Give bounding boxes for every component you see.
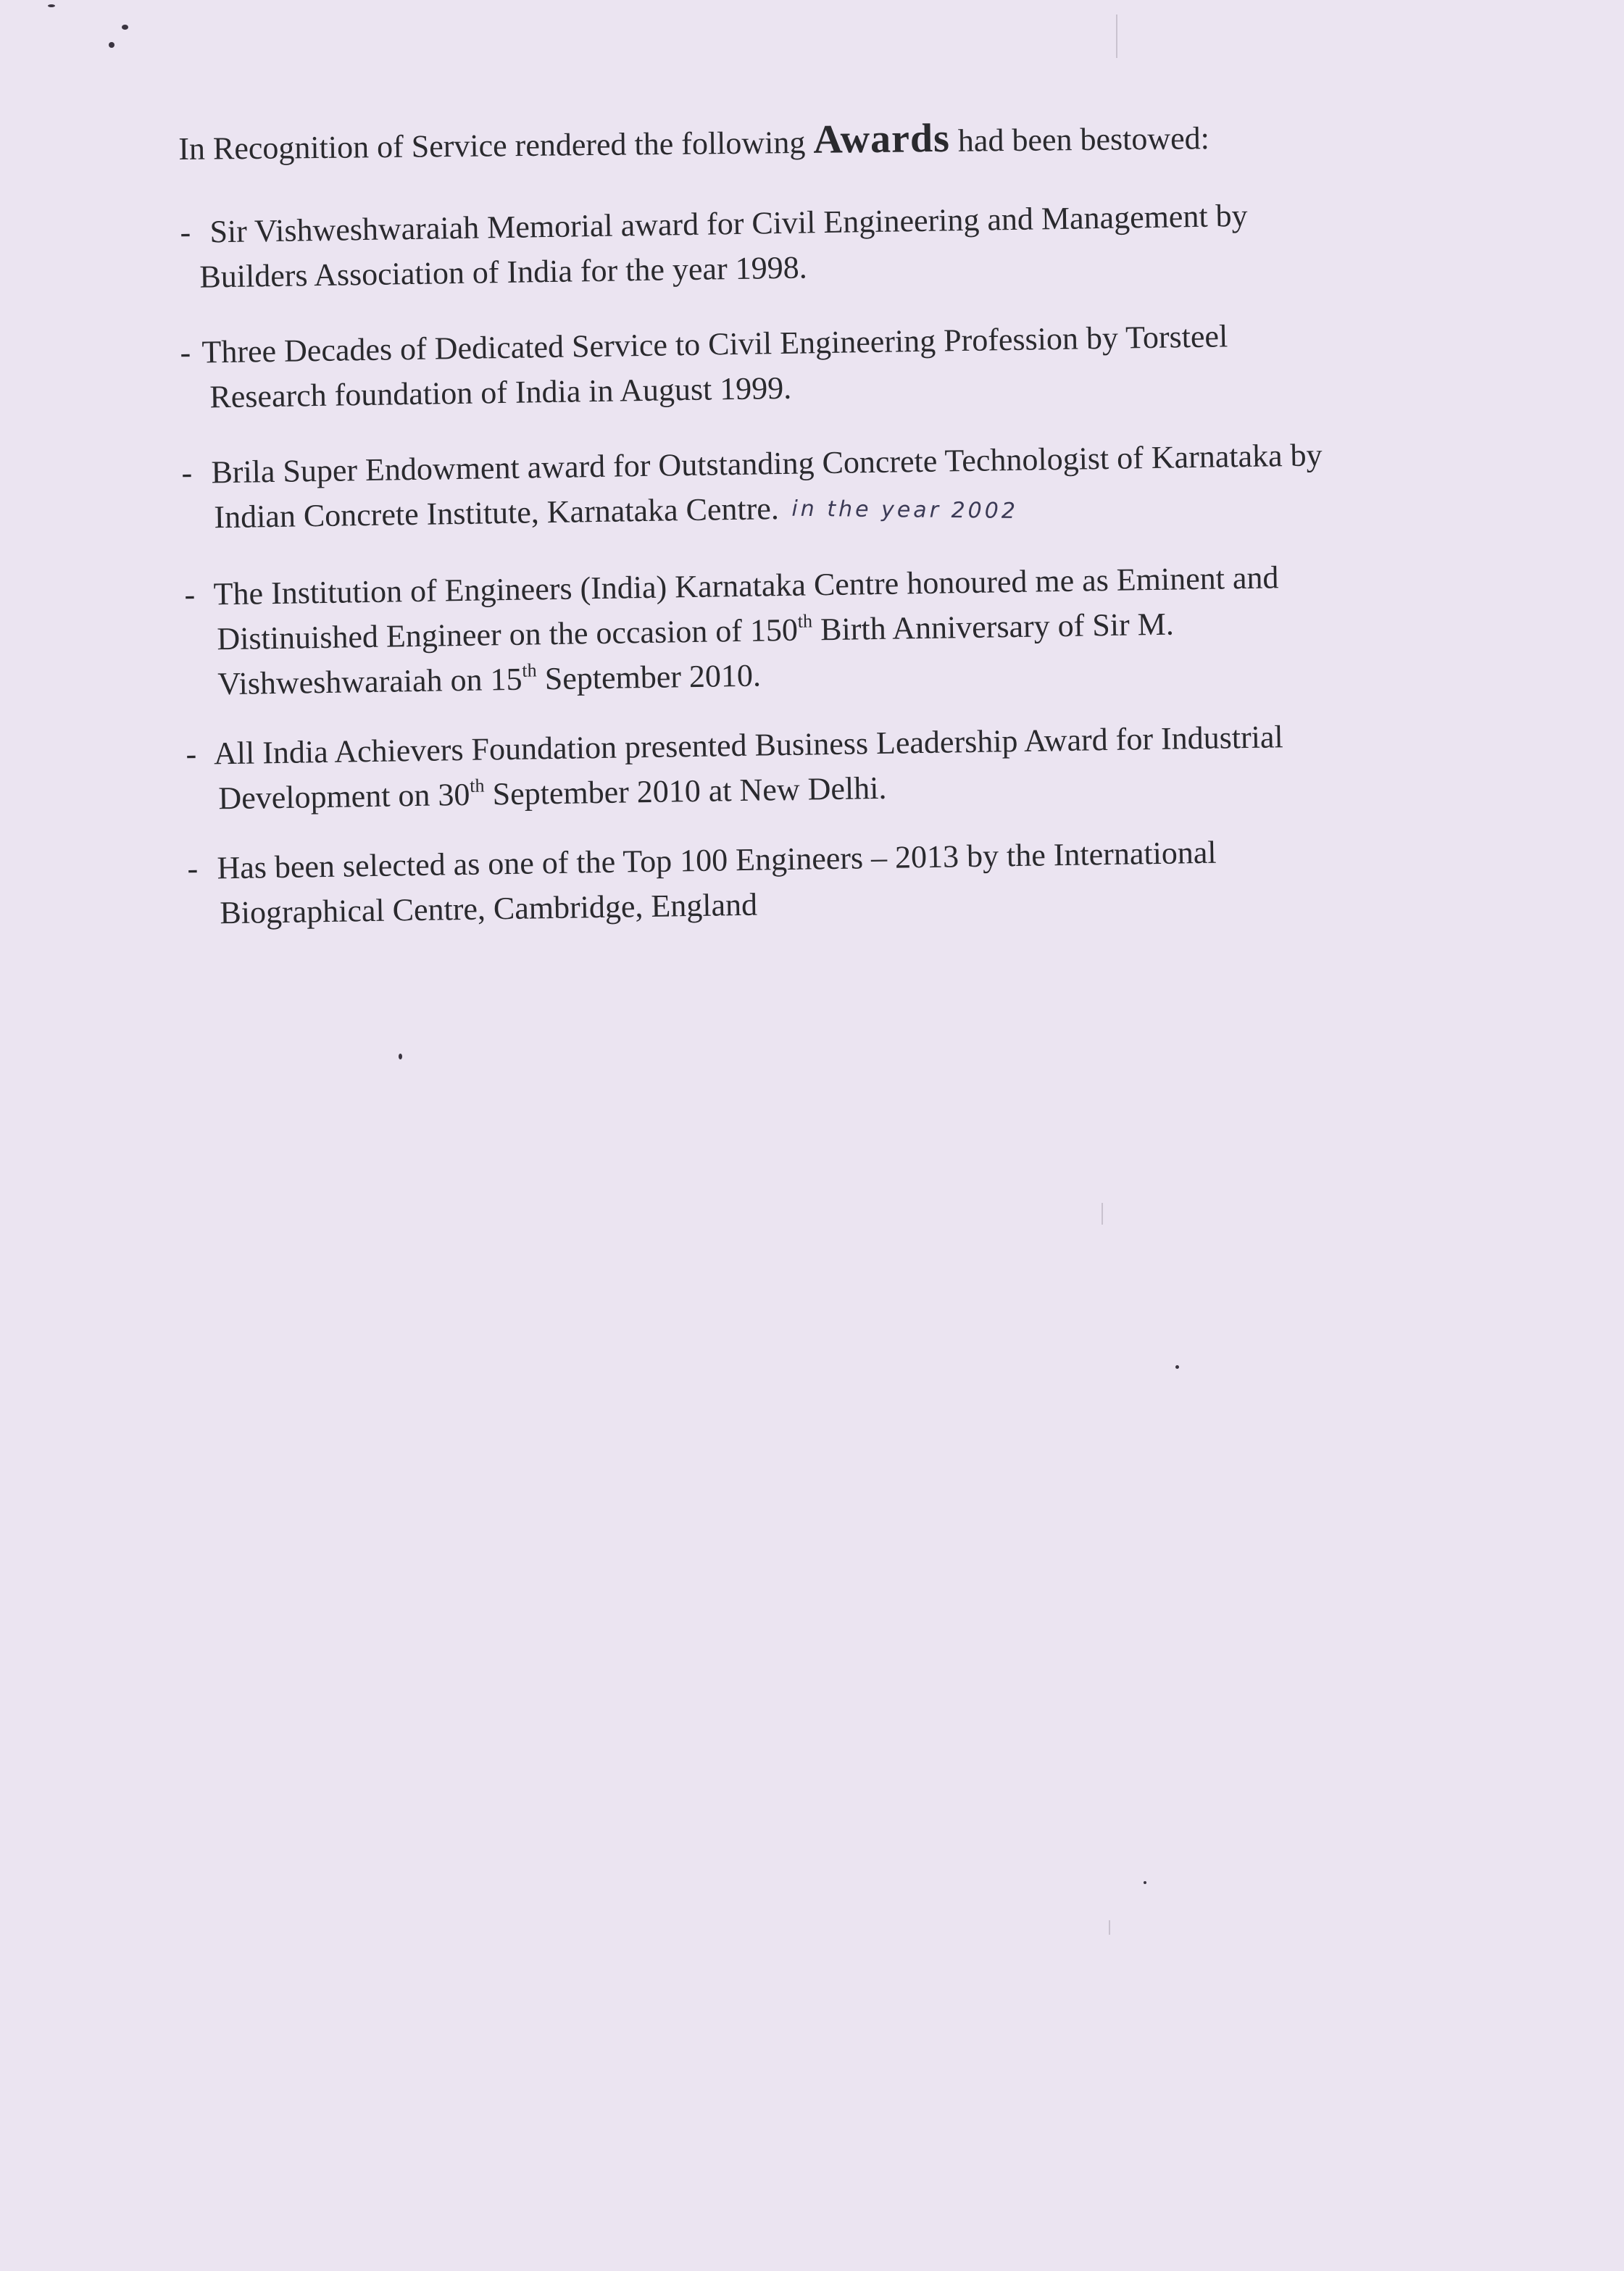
scan-speck xyxy=(122,25,128,30)
scan-mark xyxy=(1102,1203,1103,1225)
intro-before: In Recognition of Service rendered the following xyxy=(178,124,814,167)
award-text: Indian Concrete Institute, Karnataka Centre. xyxy=(214,491,780,536)
award-text: Three Decades of Dedicated Service to Civil Engineering Profession by Torsteel xyxy=(201,318,1228,370)
scan-speck xyxy=(399,1054,402,1059)
award-text: Sir Vishweshwaraiah Memorial award for Civil Engineering and Management by xyxy=(209,197,1248,250)
award-text: Distinuished Engineer on the occasion of 150 xyxy=(217,612,799,657)
scan-speck xyxy=(109,42,114,48)
award-dash: - xyxy=(180,214,191,250)
scan-mark xyxy=(1116,14,1117,58)
award-dash: - xyxy=(187,850,199,886)
award-item xyxy=(184,555,1281,707)
handwritten-note: in the year 2002 xyxy=(791,496,1019,524)
award-line: Biographical Centre, Cambridge, England xyxy=(220,886,758,931)
intro-emphasis: Awards xyxy=(813,115,951,162)
award-text: Has been selected as one of the Top 100 Engineers – 2013 by the International xyxy=(217,834,1217,886)
award-dash: - xyxy=(180,334,191,370)
ordinal-suffix: th xyxy=(470,775,485,796)
award-text: Development on 30 xyxy=(218,776,470,817)
award-text: September 2010 at New Delhi. xyxy=(484,770,887,812)
award-dash: - xyxy=(186,736,197,772)
award-dash: - xyxy=(181,454,193,491)
award-item xyxy=(186,714,1284,822)
award-text: Brila Super Endowment award for Outstanding Concrete Technologist of Karnataka by xyxy=(211,437,1323,491)
award-line: Builders Association of India for the year 1998. xyxy=(199,249,807,295)
intro-after: had been bestowed: xyxy=(949,120,1210,159)
award-text: September 2010. xyxy=(536,657,762,697)
award-text: Vishweshwaraiah on 15 xyxy=(217,661,522,702)
award-item xyxy=(181,433,1323,544)
award-item xyxy=(180,193,1249,300)
award-dash: - xyxy=(184,576,196,612)
scan-speck xyxy=(1175,1365,1179,1369)
award-item xyxy=(187,830,1217,936)
award-text: Birth Anniversary of Sir M. xyxy=(812,606,1175,648)
intro-sentence xyxy=(178,114,1209,171)
ordinal-suffix: th xyxy=(522,659,537,681)
award-item xyxy=(180,314,1229,420)
award-line: Research foundation of India in August 1999. xyxy=(209,370,792,415)
award-text: The Institution of Engineers (India) Karnataka Centre honoured me as Eminent and xyxy=(213,559,1279,612)
ordinal-suffix: th xyxy=(797,610,813,632)
scan-speck xyxy=(48,4,55,7)
award-text: All India Achievers Foundation presented Business Leadership Award for Industrial xyxy=(213,719,1284,772)
scan-speck xyxy=(1144,1881,1146,1884)
scan-mark xyxy=(1109,1920,1110,1935)
